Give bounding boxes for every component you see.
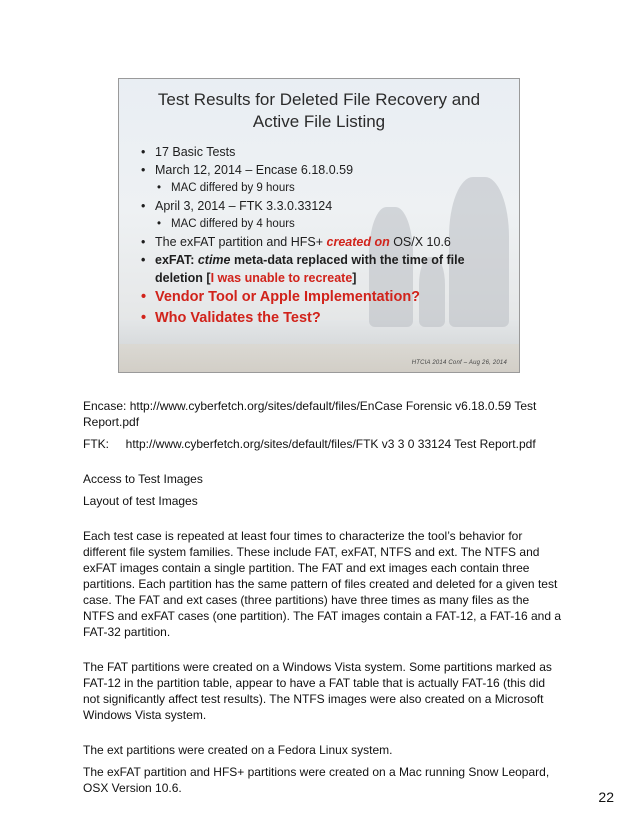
slide-bullet-emphasis: • Who Validates the Test?: [141, 308, 509, 329]
access-heading: Access to Test Images: [83, 472, 203, 486]
slide-sub-bullet: • MAC differed by 9 hours: [157, 179, 509, 197]
slide-title-line2: Active File Listing: [252, 112, 386, 131]
slide-image: [118, 78, 520, 373]
encase-reference: Encase: http://www.cyberfetch.org/sites/default/files/EnCase Forensic v6.18.0.59 Test Report.pdf: [83, 399, 537, 429]
slide-footer: HTCIA 2014 Conf – Aug 26, 2014: [411, 360, 507, 366]
bullet-text: meta-data replaced with the time of file deletion [: [155, 253, 465, 285]
ftk-reference: FTK: http://www.cyberfetch.org/sites/default/files/FTK v3 3 0 33124 Test Report.pdf: [83, 437, 536, 451]
bullet-highlight: I was unable to recreate: [210, 271, 353, 285]
bullet-text: exFAT:: [155, 253, 198, 267]
slide-background-sand: [119, 344, 519, 372]
slide-bullet: • 17 Basic Tests: [141, 143, 509, 161]
paragraph-ext-partitions: The ext partitions were created on a Fedora Linux system.: [83, 743, 393, 757]
bullet-text: ]: [352, 271, 357, 285]
slide-bullet: [141, 233, 509, 251]
slide-bullet-emphasis: • Vendor Tool or Apple Implementation?: [141, 287, 509, 308]
slide-title-line1: Test Results for Deleted File Recovery and: [157, 90, 481, 109]
page-number: 22: [598, 789, 614, 805]
bullet-italic: ctime: [197, 253, 231, 267]
bullet-text: OS/X 10.6: [389, 235, 451, 249]
bullet-highlight: created on: [326, 235, 390, 249]
slide-bullet: • April 3, 2014 – FTK 3.3.0.33124: [141, 197, 509, 215]
slide-bullet: • March 12, 2014 – Encase 6.18.0.59: [141, 161, 509, 179]
slide-bullet: [141, 251, 509, 287]
notes-body: [83, 398, 563, 796]
slide-title: [119, 89, 519, 133]
paragraph-test-cases: Each test case is repeated at least four times to characterize the tool’s behavior for different file system families. These include FAT, exFAT, NTFS and ext. The NTFS and exFAT images contain a single partition. The FAT and ext images each contain three partitions. Each partition has the same pattern of files created and deleted for a given test case. The FAT and ext cases (three partitions) have three times as many files as the NTFS and exFAT cases (one partition). The FAT images contain a FAT-12, a FAT-16 and a FAT-32 partition.: [83, 529, 562, 639]
bullet-text: The exFAT partition and HFS+: [155, 235, 327, 249]
paragraph-exfat-partitions: The exFAT partition and HFS+ partitions were created on a Mac running Snow Leopard, OSX Version 10.6.: [83, 765, 550, 795]
slide-bullet-list: [141, 143, 509, 329]
layout-heading: Layout of test Images: [83, 494, 198, 508]
slide-sub-bullet: • MAC differed by 4 hours: [157, 215, 509, 233]
paragraph-fat-partitions: The FAT partitions were created on a Windows Vista system. Some partitions marked as FAT-12 in the partition table, appear to have a FAT table that is actually FAT-16 (this did not significantly affect test results). The NTFS images were also created on a Microsoft Windows Vista system.: [83, 660, 552, 722]
